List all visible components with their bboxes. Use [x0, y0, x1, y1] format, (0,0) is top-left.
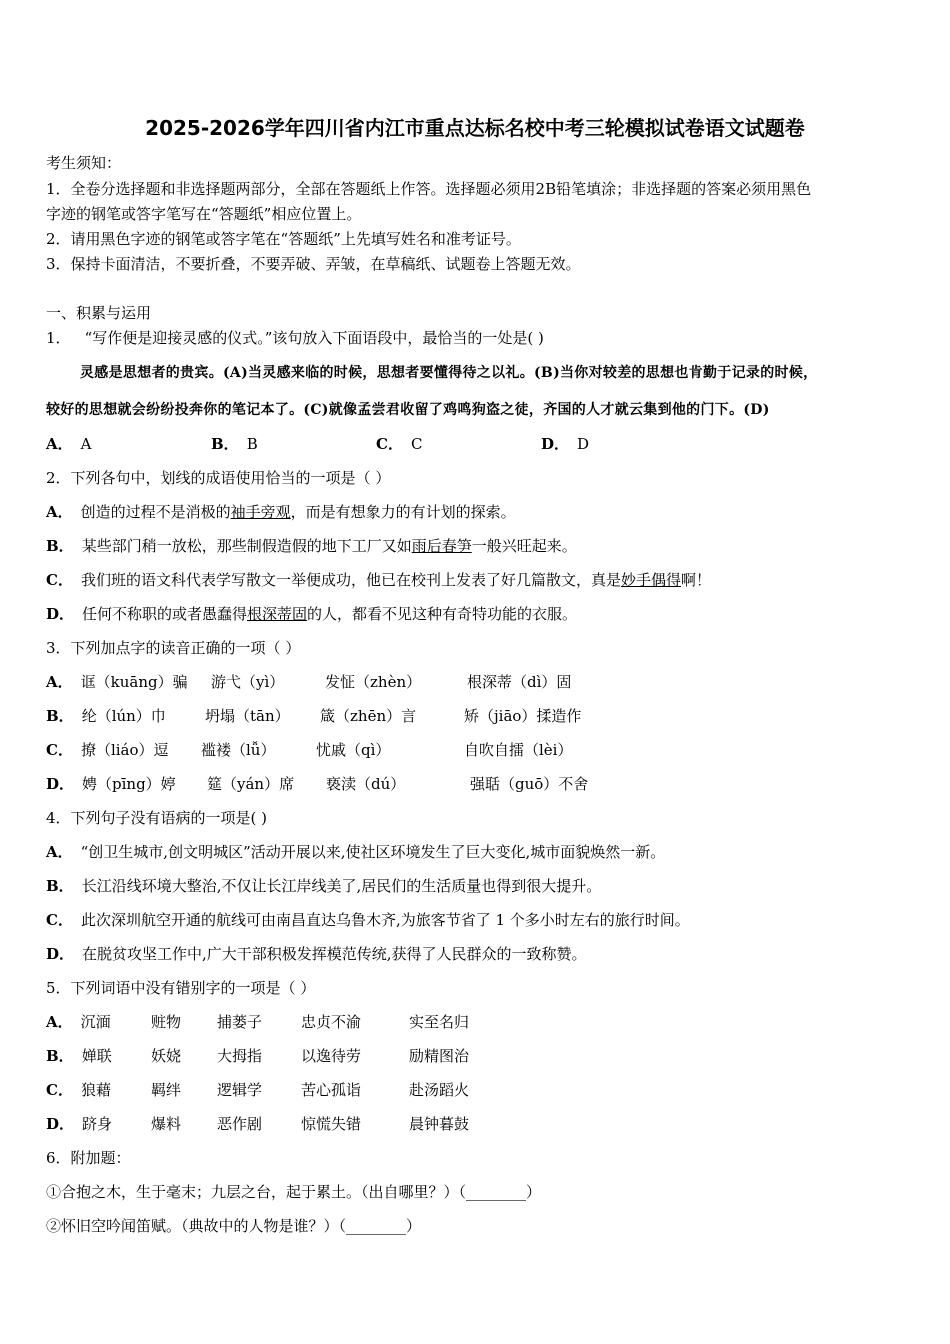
question-text: “写作便是迎接灵感的仪式。”该句放入下面语段中，最恰当的一处是( ) — [84, 329, 544, 347]
option-label: B． — [211, 435, 239, 453]
question-number: 1． — [46, 329, 71, 347]
option-label: D． — [46, 945, 75, 963]
option-a[interactable] — [46, 433, 91, 454]
option-item: 发怔（zhèn） — [325, 673, 422, 691]
option-label: D． — [46, 1115, 75, 1133]
underlined-idiom: 雨后春笋 — [411, 537, 472, 555]
option-c[interactable] — [46, 739, 169, 760]
option-item: 游弋（yì） — [211, 673, 285, 691]
option-text: C — [410, 435, 423, 453]
option-b[interactable] — [46, 1045, 112, 1066]
option-label: D． — [46, 775, 75, 793]
option-b[interactable] — [46, 875, 601, 896]
word-item: 逻辑学 — [217, 1081, 263, 1099]
option-text: 撩（liáo）逗 — [80, 741, 169, 759]
sub-question-2: ②怀旧空吟闻笛赋。（典故中的人物是谁？）（________） — [46, 1217, 422, 1235]
option-text: 的人，都看不见这种有奇特功能的衣服。 — [307, 605, 578, 623]
notice-item-2: 2．请用黑色字迹的钢笔或答字笔在“答题纸”上先填写姓名和准考证号。 — [46, 230, 521, 248]
option-label: A． — [46, 435, 73, 453]
option-d[interactable] — [46, 773, 176, 794]
option-d[interactable] — [46, 1113, 112, 1134]
section-heading: 一、积累与运用 — [46, 304, 152, 322]
option-item: 忧戚（qì） — [316, 741, 391, 759]
option-item: 强聒（guō）不舍 — [470, 775, 589, 793]
option-text: 啊！ — [680, 571, 711, 589]
option-label: C． — [46, 571, 73, 589]
underlined-idiom: 袖手旁观 — [230, 503, 291, 521]
option-d[interactable] — [541, 433, 589, 454]
word-item: 捕蒌子 — [217, 1013, 263, 1031]
option-text: 我们班的语文科代表学写散文一举便成功，他已在校刊上发表了好几篇散文，真是 — [80, 571, 621, 589]
option-d[interactable] — [46, 603, 577, 624]
option-label: B． — [46, 707, 74, 725]
underlined-idiom: 妙手偶得 — [620, 571, 681, 589]
word-item: 赃物 — [151, 1013, 182, 1031]
word-item: 以逸待劳 — [301, 1047, 362, 1065]
option-text: 一般兴旺起来。 — [471, 537, 577, 555]
option-a[interactable] — [46, 841, 665, 862]
word-item: 励精图治 — [409, 1047, 470, 1065]
option-label: B． — [46, 1047, 74, 1065]
option-text: 创造的过程不是消极的 — [80, 503, 231, 521]
option-d[interactable] — [46, 943, 587, 964]
option-item: 自吹自擂（lèi） — [464, 741, 573, 759]
question-1-passage-b: 较好的思想就会纷纷投奔你的笔记本了。(C)就像孟尝君收留了鸡鸣狗盗之徒，齐国的人才就云集到他的门下。(D) — [46, 402, 770, 418]
option-label: C． — [46, 741, 73, 759]
page-title: 2025-2026学年四川省内江市重点达标名校中考三轮模拟试卷语文试题卷 — [145, 116, 805, 140]
option-label: C． — [376, 435, 403, 453]
option-item: 亵渎（dú） — [326, 775, 406, 793]
question-5-stem — [46, 977, 315, 998]
option-item: 矫（jiāo）揉造作 — [464, 707, 582, 725]
option-b[interactable] — [46, 705, 166, 726]
word-item: 爆料 — [151, 1115, 182, 1133]
word-item: 晨钟暮鼓 — [409, 1115, 470, 1133]
option-item: 根深蒂（dì）固 — [467, 673, 572, 691]
option-c[interactable] — [46, 1079, 111, 1100]
option-text: 娉（pīng）婷 — [82, 775, 176, 793]
option-label: B． — [46, 537, 74, 555]
option-label: A． — [46, 1013, 73, 1031]
sub-question-1: ①合抱之木，生于毫末；九层之台，起于累土。（出自哪里？）（________） — [46, 1183, 542, 1201]
question-text: 下列词语中没有错别字的一项是（ ） — [70, 979, 316, 997]
question-6-stem — [46, 1147, 131, 1168]
question-number: 5． — [46, 979, 71, 997]
option-text: 任何不称职的或者愚蠢得 — [82, 605, 248, 623]
option-a[interactable] — [46, 1011, 111, 1032]
question-1-stem — [46, 327, 544, 348]
word-item: 惊慌失错 — [301, 1115, 362, 1133]
option-b[interactable] — [211, 433, 258, 454]
word-item: 苦心孤诣 — [301, 1081, 362, 1099]
option-label: C． — [46, 911, 73, 929]
option-label: C． — [46, 1081, 73, 1099]
option-text: 跻身 — [82, 1115, 113, 1133]
notice-item-3: 3．保持卡面清洁，不要折叠，不要弄破、弄皱，在草稿纸、试题卷上答题无效。 — [46, 255, 581, 273]
option-text: 纶（lún）巾 — [81, 707, 166, 725]
option-text: 某些部门稍一放松，那些制假造假的地下工厂又如 — [81, 537, 412, 555]
question-1-passage-a: 灵感是思想者的贵宾。(A)当灵感来临的时候，思想者要懂得待之以礼。(B)当你对较差的思想也肯勤于记录的时候， — [80, 365, 818, 381]
option-text: A — [80, 435, 92, 453]
question-3-stem — [46, 637, 300, 658]
question-number: 6． — [46, 1149, 71, 1167]
word-item: 忠贞不渝 — [301, 1013, 362, 1031]
question-text: 附加题： — [70, 1149, 131, 1167]
question-number: 2． — [46, 469, 71, 487]
option-text: 诓（kuāng）骗 — [80, 673, 188, 691]
notice-item-1b: 字迹的钢笔或答字笔写在“答题纸”相应位置上。 — [46, 205, 362, 223]
notice-item-1a: 1．全卷分选择题和非选择题两部分，全部在答题纸上作答。选择题必须用2B铅笔填涂；非选择题的答案必须用黑色 — [46, 180, 812, 198]
option-b[interactable] — [46, 535, 577, 556]
option-text: 长江沿线环境大整治,不仅让长江岸线美了,居民们的生活质量也得到很大提升。 — [81, 877, 602, 895]
option-text: 在脱贫攻坚工作中,广大干部积极发挥模范传统,获得了人民群众的一致称赞。 — [82, 945, 587, 963]
option-text: B — [246, 435, 258, 453]
option-item: 箴（zhēn）言 — [320, 707, 417, 725]
word-item: 大拇指 — [217, 1047, 263, 1065]
option-text: D — [577, 435, 590, 453]
option-text: “创卫生城市,创文明城区”活动开展以来,使社区环境发生了巨大变化,城市面貌焕然一新。 — [80, 843, 666, 861]
question-2-stem — [46, 467, 390, 488]
option-item: 筵（yán）席 — [207, 775, 295, 793]
notice-heading: 考生须知： — [46, 154, 122, 172]
option-text: 沉湎 — [80, 1013, 111, 1031]
option-label: A． — [46, 843, 73, 861]
word-item: 妖娆 — [151, 1047, 182, 1065]
option-c[interactable] — [46, 569, 711, 590]
underlined-idiom: 根深蒂固 — [247, 605, 308, 623]
option-a[interactable] — [46, 671, 188, 692]
question-text: 下列各句中，划线的成语使用恰当的一项是（ ） — [70, 469, 391, 487]
option-label: A． — [46, 673, 73, 691]
option-text: 狼藉 — [80, 1081, 111, 1099]
option-label: B． — [46, 877, 74, 895]
option-label: D． — [541, 435, 570, 453]
option-label: D． — [46, 605, 75, 623]
word-item: 羁绊 — [151, 1081, 182, 1099]
word-item: 赴汤蹈火 — [409, 1081, 470, 1099]
question-text: 下列句子没有语病的一项是( ) — [70, 809, 268, 827]
option-item: 坍塌（tān） — [205, 707, 290, 725]
option-c[interactable] — [46, 909, 690, 930]
option-label: A． — [46, 503, 73, 521]
option-text: 婵联 — [81, 1047, 112, 1065]
option-c[interactable] — [376, 433, 422, 454]
question-4-stem — [46, 807, 267, 828]
question-number: 3． — [46, 639, 71, 657]
word-item: 实至名归 — [409, 1013, 470, 1031]
option-item: 褴褛（lǚ） — [201, 741, 276, 759]
question-number: 4． — [46, 809, 71, 827]
question-text: 下列加点字的读音正确的一项（ ） — [70, 639, 301, 657]
option-text: ，而是有想象力的有计划的探索。 — [290, 503, 516, 521]
option-a[interactable] — [46, 501, 516, 522]
word-item: 恶作剧 — [217, 1115, 263, 1133]
option-text: 此次深圳航空开通的航线可由南昌直达乌鲁木齐,为旅客节省了 1 个多小时左右的旅行时间。 — [80, 911, 690, 929]
